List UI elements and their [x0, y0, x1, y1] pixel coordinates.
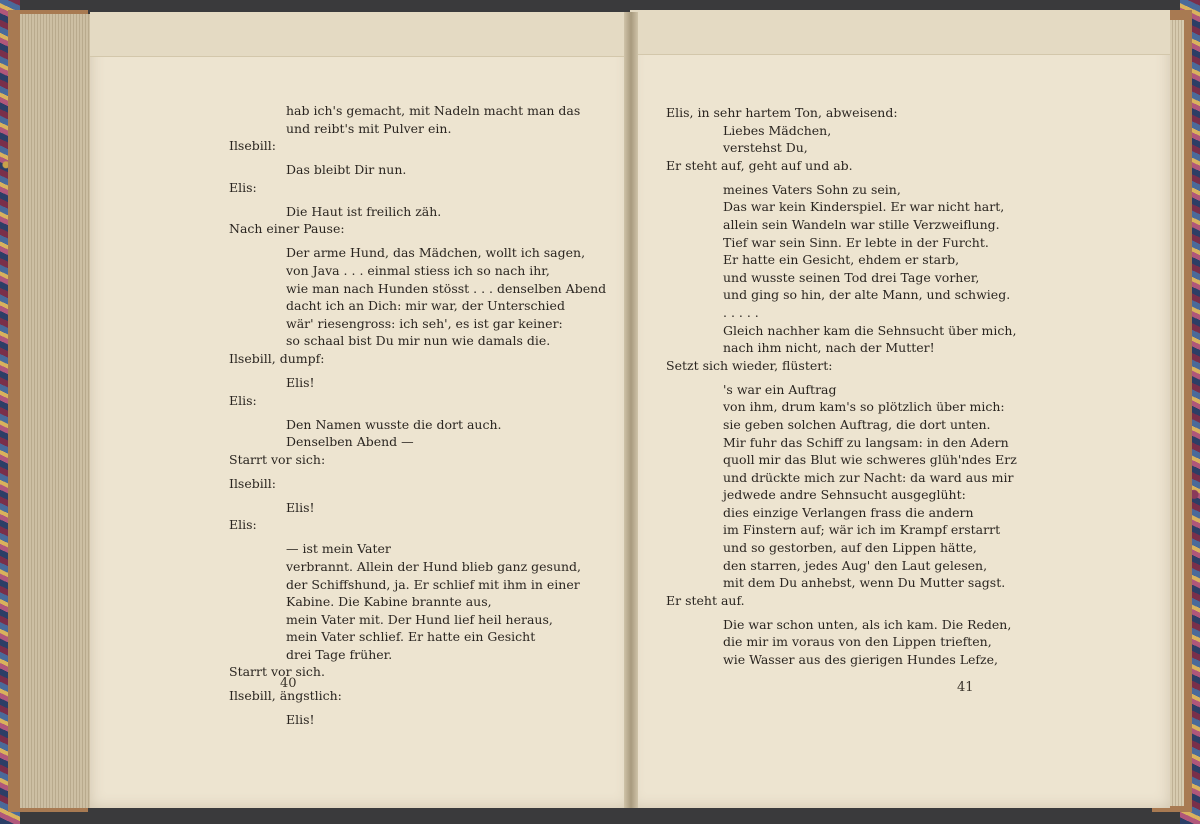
verse-line: Er hatte ein Gesicht, ehdem er starb,: [723, 252, 960, 268]
verse-line: jedwede andre Sehnsucht ausgeglüht:: [723, 487, 966, 503]
verse-line: und reibt's mit Pulver ein.: [286, 120, 452, 136]
verse-line: nach ihm nicht, nach der Mutter!: [723, 340, 935, 356]
verse-line: Tief war sein Sinn. Er lebte in der Furcht.: [723, 234, 989, 250]
verse-line: mein Vater schlief. Er hatte ein Gesicht: [286, 629, 536, 645]
verse-line: Liebes Mädchen,: [723, 122, 832, 138]
verse-line: und drückte mich zur Nacht: da ward aus mir: [723, 469, 1014, 485]
verse-line: Gleich nachher kam die Sehnsucht über mich,: [723, 322, 1017, 338]
verse-line: Der arme Hund, das Mädchen, wollt ich sagen,: [286, 245, 586, 261]
verse-line: Kabine. Die Kabine brannte aus,: [286, 594, 492, 610]
stage-direction-line: Er steht auf, geht auf und ab.: [666, 157, 853, 173]
verse-line: verstehst Du,: [723, 140, 808, 156]
verse-line: wär' riesengross: ich seh', es ist gar keiner:: [286, 315, 563, 331]
verse-line: Das war kein Kinderspiel. Er war nicht hart,: [723, 199, 1005, 215]
verse-line: wie man nach Hunden stösst . . . denselben Abend: [286, 280, 607, 296]
verse-line: dies einzige Verlangen frass die andern: [723, 504, 974, 520]
verse-line: Die Haut ist freilich zäh.: [286, 203, 442, 219]
folded-leaf-top: [90, 12, 630, 57]
stage-direction-line: Starrt vor sich:: [229, 451, 326, 467]
stage-direction-line: Starrt vor sich.: [229, 664, 325, 680]
book-gutter: [624, 12, 638, 808]
verse-line: im Finstern auf; wär ich im Krampf erstarrt: [723, 522, 1001, 538]
verse-line: verbrannt. Allein der Hund blieb ganz gesund,: [286, 558, 582, 574]
speaker-line: Ilsebill, ängstlich:: [229, 688, 342, 704]
verse-line: allein sein Wandeln war stille Verzweiflung.: [723, 216, 1000, 232]
verse-line: mein Vater mit. Der Hund lief heil heraus,: [286, 611, 553, 627]
verse-line: und so gestorben, auf den Lippen hätte,: [723, 540, 977, 556]
verse-line: Den Namen wusste die dort auch.: [286, 416, 502, 432]
verse-line: Elis!: [286, 499, 315, 515]
left-page-text: [229, 102, 606, 729]
verse-line: — ist mein Vater: [286, 541, 391, 557]
stage-direction-line: Er steht auf.: [666, 592, 745, 608]
stage-direction-line: Nach einer Pause:: [229, 221, 345, 237]
page-number-left: 40: [280, 676, 297, 691]
verse-line: mit dem Du anhebst, wenn Du Mutter sagst.: [723, 575, 1006, 591]
verse-line: drei Tage früher.: [286, 646, 393, 662]
verse-line: Das bleibt Dir nun.: [286, 162, 407, 178]
verse-line: und ging so hin, der alte Mann, und schwieg.: [723, 287, 1011, 303]
page-edges-left: [20, 14, 92, 808]
verse-line: wie Wasser aus des gierigen Hundes Lefze,: [723, 652, 998, 668]
verse-line: und wusste seinen Tod drei Tage vorher,: [723, 269, 980, 285]
verse-line: die mir im voraus von den Lippen trieften,: [723, 634, 992, 650]
verse-line: Denselben Abend —: [286, 434, 414, 450]
verse-line: hab ich's gemacht, mit Nadeln macht man das: [286, 103, 581, 118]
verse-line: den starren, jedes Aug' den Laut gelesen,: [723, 557, 988, 573]
speaker-line: Elis:: [229, 179, 257, 195]
verse-line: Die war schon unten, als ich kam. Die Reden,: [723, 616, 1012, 632]
verse-line: . . . . .: [723, 304, 759, 320]
verse-line: quoll mir das Blut wie schweres glüh'ndes Erz: [723, 452, 1017, 468]
right-page-text: [666, 104, 1017, 669]
verse-line: dacht ich an Dich: mir war, der Unterschied: [286, 298, 565, 314]
folded-leaf-top: [630, 10, 1170, 55]
verse-line: sie geben solchen Auftrag, die dort unten.: [723, 416, 991, 432]
verse-line: Elis!: [286, 374, 315, 390]
verse-line: der Schiffshund, ja. Er schlief mit ihm in einer: [286, 576, 580, 592]
speaker-line: Elis:: [229, 517, 257, 533]
speaker-line: Ilsebill:: [229, 138, 276, 154]
verse-line: 's war ein Auftrag: [723, 381, 837, 397]
verse-line: Mir fuhr das Schiff zu langsam: in den Adern: [723, 434, 1009, 450]
page-number-right: 41: [957, 680, 974, 695]
stage-direction-line: Setzt sich wieder, flüstert:: [666, 357, 833, 373]
verse-line: Elis!: [286, 712, 315, 728]
speaker-line: Ilsebill:: [229, 475, 276, 491]
speaker-line: Ilsebill, dumpf:: [229, 350, 325, 366]
verse-line: so schaal bist Du mir nun wie damals die.: [286, 333, 551, 349]
verse-line: von ihm, drum kam's so plötzlich über mich:: [723, 399, 1005, 415]
speaker-line: Elis, in sehr hartem Ton, abweisend:: [666, 105, 898, 120]
verse-line: von Java . . . einmal stiess ich so nach ihr,: [286, 262, 550, 278]
speaker-line: Elis:: [229, 392, 257, 408]
page-edges-right: [1170, 20, 1184, 806]
verse-line: meines Vaters Sohn zu sein,: [723, 181, 901, 197]
